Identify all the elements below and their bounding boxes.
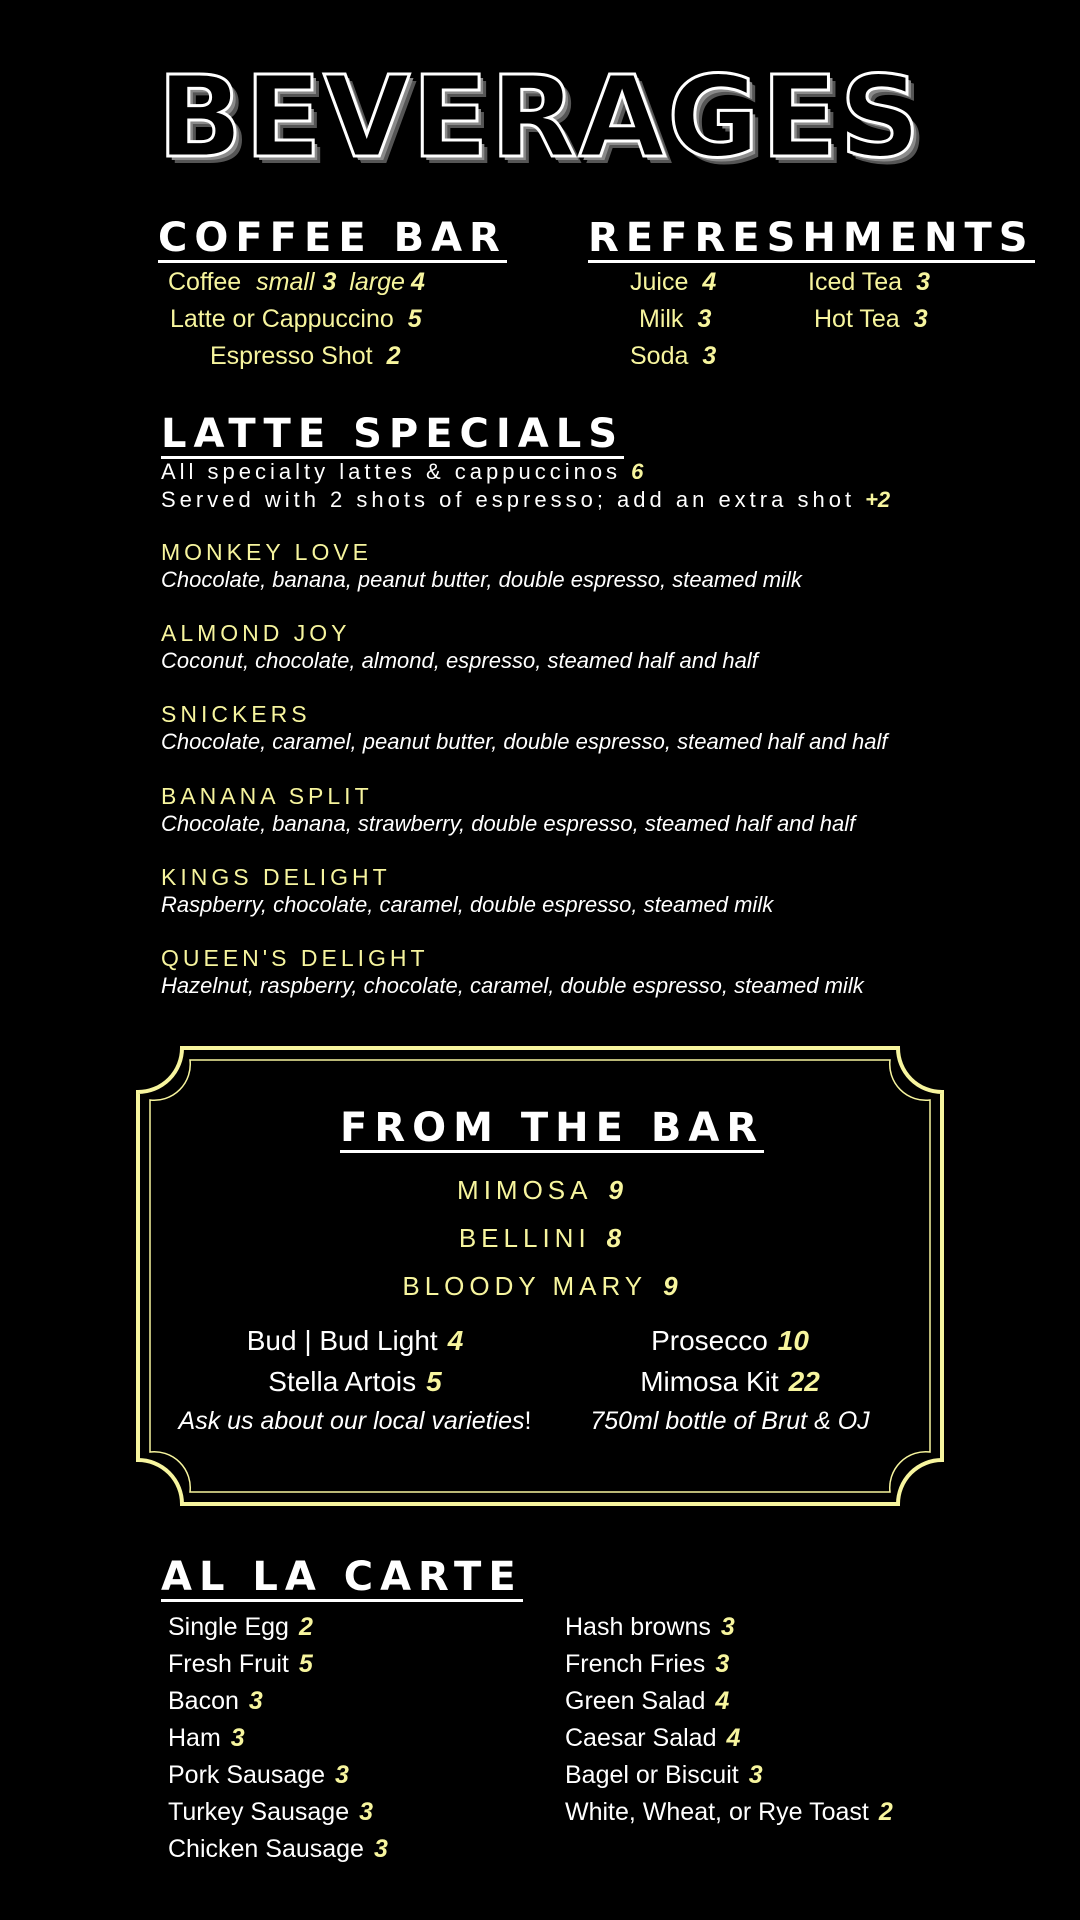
beer-note (160, 1409, 550, 1434)
latte-desc: Chocolate, banana, peanut butter, double espresso, steamed milk (161, 567, 802, 592)
refreshment-price: 3 (697, 305, 712, 333)
coffee-item-price: 2 (386, 342, 401, 370)
latte-name: SNICKERS (161, 701, 311, 727)
latte-note (161, 489, 890, 511)
carte-name: French Fries (565, 1650, 706, 1678)
carte-item (565, 1800, 893, 1825)
refreshment-name: Hot Tea (814, 305, 900, 333)
coffee-item-name: Espresso Shot (210, 342, 373, 370)
cocktail-price: 8 (606, 1223, 622, 1253)
carte-item (168, 1837, 388, 1862)
cocktail-item (0, 1225, 1080, 1251)
carte-name: Chicken Sausage (168, 1835, 364, 1863)
carte-name: Single Egg (168, 1613, 289, 1641)
carte-item (168, 1726, 245, 1751)
carte-name: Bagel or Biscuit (565, 1761, 739, 1789)
coffee-item (170, 307, 422, 332)
refreshment-item (630, 344, 716, 369)
sparkling-item (560, 1327, 900, 1355)
cocktail-item (0, 1273, 1080, 1299)
latte-name: KINGS DELIGHT (161, 864, 391, 890)
refreshment-name: Iced Tea (808, 268, 903, 296)
carte-name: Caesar Salad (565, 1724, 717, 1752)
cocktail-price: 9 (608, 1175, 623, 1205)
sparkling-item (560, 1368, 900, 1396)
carte-price: 5 (298, 1650, 313, 1678)
coffee-small-label: small (256, 268, 315, 296)
beer-name: Stella Artois (268, 1366, 417, 1397)
carte-name: Pork Sausage (168, 1761, 326, 1789)
carte-price: 4 (726, 1724, 741, 1752)
latte-note-price: +2 (865, 487, 891, 512)
coffee-large-label: large (349, 268, 405, 296)
cocktail-name: BLOODY MARY (402, 1271, 648, 1301)
coffee-large-price: 4 (410, 268, 425, 296)
beer-item (160, 1368, 550, 1396)
beer-item (160, 1327, 550, 1355)
carte-item (565, 1763, 763, 1788)
latte-note (161, 461, 643, 483)
coffee-small-price: 3 (322, 268, 337, 296)
refreshment-price: 3 (916, 268, 930, 296)
latte-note-price: 6 (631, 459, 644, 484)
sparkling-note: 750ml bottle of Brut & OJ (590, 1407, 870, 1435)
carte-item (168, 1689, 263, 1714)
carte-price: 3 (359, 1798, 374, 1826)
refreshment-price: 4 (702, 268, 717, 296)
latte-specials-heading: LATTE SPECIALS (161, 411, 625, 457)
refreshment-name: Soda (630, 342, 689, 370)
carte-name: Bacon (168, 1687, 239, 1715)
beer-note-end: ! (524, 1407, 532, 1435)
coffee-line (168, 270, 425, 295)
beer-price: 5 (426, 1366, 442, 1397)
carte-name: White, Wheat, or Rye Toast (565, 1798, 869, 1826)
carte-name: Ham (168, 1724, 221, 1752)
beer-note-text: Ask us about our local varieties (178, 1407, 525, 1435)
cocktail-name: MIMOSA (457, 1175, 593, 1205)
coffee-label: Coffee (168, 268, 242, 296)
beer-price: 4 (447, 1325, 464, 1356)
carte-item (565, 1689, 729, 1714)
refreshment-item (639, 307, 711, 332)
carte-item (168, 1615, 313, 1640)
page-title: BEVERAGES (157, 53, 923, 183)
refreshment-price: 3 (913, 305, 928, 333)
carte-price: 3 (720, 1613, 735, 1641)
carte-price: 3 (748, 1761, 763, 1789)
carte-price: 2 (878, 1798, 893, 1826)
latte-desc: Raspberry, chocolate, caramel, double espresso, steamed milk (161, 892, 774, 917)
carte-item (168, 1763, 349, 1788)
carte-price: 3 (335, 1761, 349, 1789)
cocktail-price: 9 (663, 1271, 678, 1301)
latte-name: ALMOND JOY (161, 620, 351, 646)
from-the-bar-heading: FROM THE BAR (340, 1105, 765, 1151)
refreshment-item (808, 270, 930, 295)
carte-name: Hash browns (565, 1613, 711, 1641)
refreshment-price: 3 (702, 342, 717, 370)
carte-price: 3 (230, 1724, 245, 1752)
carte-name: Green Salad (565, 1687, 706, 1715)
carte-name: Fresh Fruit (168, 1650, 289, 1678)
latte-desc: Hazelnut, raspberry, chocolate, caramel, double espresso, steamed milk (161, 973, 864, 998)
latte-desc: Chocolate, caramel, peanut butter, double espresso, steamed half and half (161, 729, 888, 754)
refreshment-name: Juice (630, 268, 689, 296)
coffee-item (210, 344, 401, 369)
carte-item (565, 1615, 735, 1640)
cocktail-name: BELLINI (458, 1223, 591, 1253)
latte-note-text: Served with 2 shots of espresso; add an extra shot (161, 487, 856, 512)
latte-name: MONKEY LOVE (161, 539, 373, 565)
al-la-carte-heading: AL LA CARTE (161, 1554, 523, 1600)
coffee-bar-heading: COFFEE BAR (158, 215, 507, 261)
refreshments-heading: REFRESHMENTS (588, 215, 1035, 261)
carte-price: 3 (715, 1650, 730, 1678)
cocktail-item (0, 1177, 1080, 1203)
sparkling-name: Prosecco (651, 1325, 768, 1356)
sparkling-name: Mimosa Kit (640, 1366, 779, 1397)
carte-item (168, 1800, 373, 1825)
beer-name: Bud | Bud Light (246, 1325, 438, 1356)
carte-price: 2 (298, 1613, 313, 1641)
latte-note-text: All specialty lattes & cappuccinos (161, 459, 622, 484)
carte-name: Turkey Sausage (168, 1798, 350, 1826)
carte-item (565, 1726, 740, 1751)
carte-price: 4 (715, 1687, 730, 1715)
sparkling-price: 10 (777, 1325, 809, 1356)
latte-desc: Chocolate, banana, strawberry, double espresso, steamed half and half (161, 811, 856, 836)
refreshment-item (814, 307, 928, 332)
carte-price: 3 (373, 1835, 388, 1863)
refreshment-name: Milk (639, 305, 684, 333)
refreshment-item (630, 270, 716, 295)
carte-price: 3 (248, 1687, 263, 1715)
carte-item (168, 1652, 313, 1677)
latte-name: QUEEN'S DELIGHT (161, 945, 429, 971)
latte-name: BANANA SPLIT (161, 783, 373, 809)
coffee-item-name: Latte or Cappuccino (170, 305, 394, 333)
sparkling-price: 22 (788, 1366, 820, 1397)
latte-desc: Coconut, chocolate, almond, espresso, steamed half and half (161, 648, 758, 673)
coffee-item-price: 5 (407, 305, 422, 333)
carte-item (565, 1652, 729, 1677)
